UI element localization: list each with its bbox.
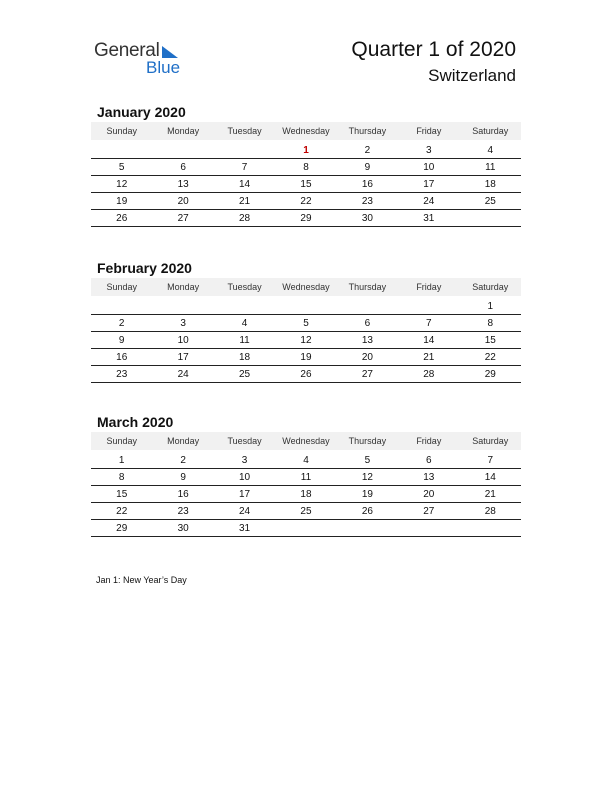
- day-cell: 11: [275, 469, 336, 486]
- week-row: [91, 486, 521, 503]
- weekday-header-row: [91, 432, 521, 450]
- day-cell: 3: [398, 142, 459, 159]
- weekday-header: Saturday: [460, 432, 521, 450]
- day-cell: 18: [460, 176, 521, 193]
- day-cell: 16: [337, 176, 398, 193]
- day-cell: 5: [91, 159, 152, 176]
- day-cell: 18: [214, 349, 275, 366]
- day-cell: 22: [91, 503, 152, 520]
- day-cell: 5: [275, 315, 336, 332]
- day-cell: 27: [337, 366, 398, 383]
- month-title: February 2020: [97, 260, 192, 276]
- weekday-header-row: [91, 122, 521, 140]
- weekday-header: Thursday: [337, 432, 398, 450]
- day-cell: 30: [337, 210, 398, 227]
- day-cell: 8: [91, 469, 152, 486]
- day-cell: 9: [91, 332, 152, 349]
- day-cell: 24: [398, 193, 459, 210]
- day-cell: 7: [398, 315, 459, 332]
- day-cell: 23: [152, 503, 213, 520]
- week-row: [91, 469, 521, 486]
- day-cell: 13: [398, 469, 459, 486]
- week-row: [91, 366, 521, 383]
- day-cell: 25: [214, 366, 275, 383]
- day-cell: 28: [214, 210, 275, 227]
- day-cell: 7: [214, 159, 275, 176]
- week-row: [91, 210, 521, 227]
- day-cell: 9: [152, 469, 213, 486]
- week-row: [91, 298, 521, 315]
- day-cell: 24: [152, 366, 213, 383]
- day-cell: 6: [337, 315, 398, 332]
- weekday-header: Wednesday: [275, 122, 336, 140]
- day-cell: 2: [337, 142, 398, 159]
- calendar-grid: [91, 278, 521, 383]
- day-cell: [275, 520, 336, 537]
- day-cell: 1: [91, 452, 152, 469]
- page-title: Quarter 1 of 2020: [351, 38, 516, 61]
- day-cell: 17: [214, 486, 275, 503]
- day-cell: 4: [460, 142, 521, 159]
- week-row: [91, 520, 521, 537]
- day-cell: 21: [398, 349, 459, 366]
- day-cell: [398, 520, 459, 537]
- day-cell: 30: [152, 520, 213, 537]
- calendar-grid: [91, 432, 521, 537]
- week-row: [91, 159, 521, 176]
- weekday-header-row: [91, 278, 521, 296]
- day-cell: [337, 298, 398, 315]
- day-cell: [398, 298, 459, 315]
- month-january: [91, 102, 521, 227]
- weekday-header: Saturday: [460, 278, 521, 296]
- month-title: January 2020: [97, 104, 186, 120]
- day-cell: [152, 298, 213, 315]
- day-cell: 4: [214, 315, 275, 332]
- day-cell: [152, 142, 213, 159]
- day-cell: 3: [152, 315, 213, 332]
- day-cell: 15: [91, 486, 152, 503]
- day-cell: 24: [214, 503, 275, 520]
- week-row: [91, 452, 521, 469]
- day-cell: 7: [460, 452, 521, 469]
- month-february: [91, 258, 521, 383]
- day-cell: 4: [275, 452, 336, 469]
- day-cell: 2: [152, 452, 213, 469]
- country-name: Switzerland: [428, 66, 516, 85]
- day-cell: 1: [275, 142, 336, 159]
- day-cell: 5: [337, 452, 398, 469]
- week-row: [91, 315, 521, 332]
- day-cell: 20: [398, 486, 459, 503]
- day-cell: 20: [152, 193, 213, 210]
- weekday-header: Sunday: [91, 122, 152, 140]
- day-cell: 28: [460, 503, 521, 520]
- day-cell: 11: [460, 159, 521, 176]
- day-cell: 29: [460, 366, 521, 383]
- week-row: [91, 503, 521, 520]
- day-cell: 14: [460, 469, 521, 486]
- day-cell: 29: [275, 210, 336, 227]
- calendar-grid: [91, 122, 521, 227]
- day-cell: 26: [337, 503, 398, 520]
- day-cell: 15: [460, 332, 521, 349]
- week-row: [91, 193, 521, 210]
- weekday-header: Tuesday: [214, 432, 275, 450]
- day-cell: [214, 142, 275, 159]
- day-cell: 6: [152, 159, 213, 176]
- day-cell: 17: [398, 176, 459, 193]
- weekday-header: Thursday: [337, 278, 398, 296]
- day-cell: [460, 520, 521, 537]
- weekday-header: Tuesday: [214, 122, 275, 140]
- day-cell: 31: [214, 520, 275, 537]
- day-cell: 25: [460, 193, 521, 210]
- generalblue-logo: [94, 40, 194, 80]
- day-cell: 16: [152, 486, 213, 503]
- day-cell: 29: [91, 520, 152, 537]
- day-cell: 28: [398, 366, 459, 383]
- week-row: [91, 142, 521, 159]
- day-cell: 2: [91, 315, 152, 332]
- logo-text-general: General: [94, 40, 160, 61]
- day-cell: 19: [275, 349, 336, 366]
- day-cell: 1: [460, 298, 521, 315]
- week-row: [91, 176, 521, 193]
- day-cell: 20: [337, 349, 398, 366]
- weekday-header: Wednesday: [275, 432, 336, 450]
- weekday-header: Friday: [398, 432, 459, 450]
- weekday-header: Wednesday: [275, 278, 336, 296]
- day-cell: 25: [275, 503, 336, 520]
- day-cell: 3: [214, 452, 275, 469]
- day-cell: 21: [460, 486, 521, 503]
- day-cell: 23: [337, 193, 398, 210]
- day-cell: 12: [337, 469, 398, 486]
- day-cell: 23: [91, 366, 152, 383]
- weekday-header: Friday: [398, 122, 459, 140]
- day-cell: 22: [275, 193, 336, 210]
- day-cell: 10: [152, 332, 213, 349]
- day-cell: 15: [275, 176, 336, 193]
- weekday-header: Sunday: [91, 278, 152, 296]
- day-cell: 16: [91, 349, 152, 366]
- weekday-header: Friday: [398, 278, 459, 296]
- weekday-header: Monday: [152, 432, 213, 450]
- day-cell: 12: [275, 332, 336, 349]
- week-row: [91, 349, 521, 366]
- day-cell: 27: [398, 503, 459, 520]
- logo-text-blue: Blue: [146, 58, 181, 77]
- day-cell: [275, 298, 336, 315]
- weekday-header: Tuesday: [214, 278, 275, 296]
- weekday-header: Sunday: [91, 432, 152, 450]
- day-cell: 21: [214, 193, 275, 210]
- holiday-note: Jan 1: New Year’s Day: [96, 575, 187, 585]
- week-row: [91, 332, 521, 349]
- month-title: March 2020: [97, 414, 174, 430]
- day-cell: 9: [337, 159, 398, 176]
- day-cell: [91, 142, 152, 159]
- day-cell: 19: [91, 193, 152, 210]
- day-cell: 8: [460, 315, 521, 332]
- day-cell: 27: [152, 210, 213, 227]
- day-cell: 17: [152, 349, 213, 366]
- day-cell: [91, 298, 152, 315]
- month-march: [91, 412, 521, 537]
- weekday-header: Monday: [152, 278, 213, 296]
- day-cell: 18: [275, 486, 336, 503]
- weekday-header: Saturday: [460, 122, 521, 140]
- day-cell: 31: [398, 210, 459, 227]
- day-cell: 10: [214, 469, 275, 486]
- day-cell: 26: [275, 366, 336, 383]
- day-cell: 19: [337, 486, 398, 503]
- day-cell: 13: [337, 332, 398, 349]
- day-cell: 22: [460, 349, 521, 366]
- day-cell: 6: [398, 452, 459, 469]
- day-cell: 26: [91, 210, 152, 227]
- day-cell: 14: [214, 176, 275, 193]
- day-cell: 8: [275, 159, 336, 176]
- day-cell: 12: [91, 176, 152, 193]
- day-cell: 10: [398, 159, 459, 176]
- day-cell: [214, 298, 275, 315]
- day-cell: 13: [152, 176, 213, 193]
- day-cell: 11: [214, 332, 275, 349]
- weekday-header: Monday: [152, 122, 213, 140]
- day-cell: 14: [398, 332, 459, 349]
- day-cell: [337, 520, 398, 537]
- weekday-header: Thursday: [337, 122, 398, 140]
- day-cell: [460, 210, 521, 227]
